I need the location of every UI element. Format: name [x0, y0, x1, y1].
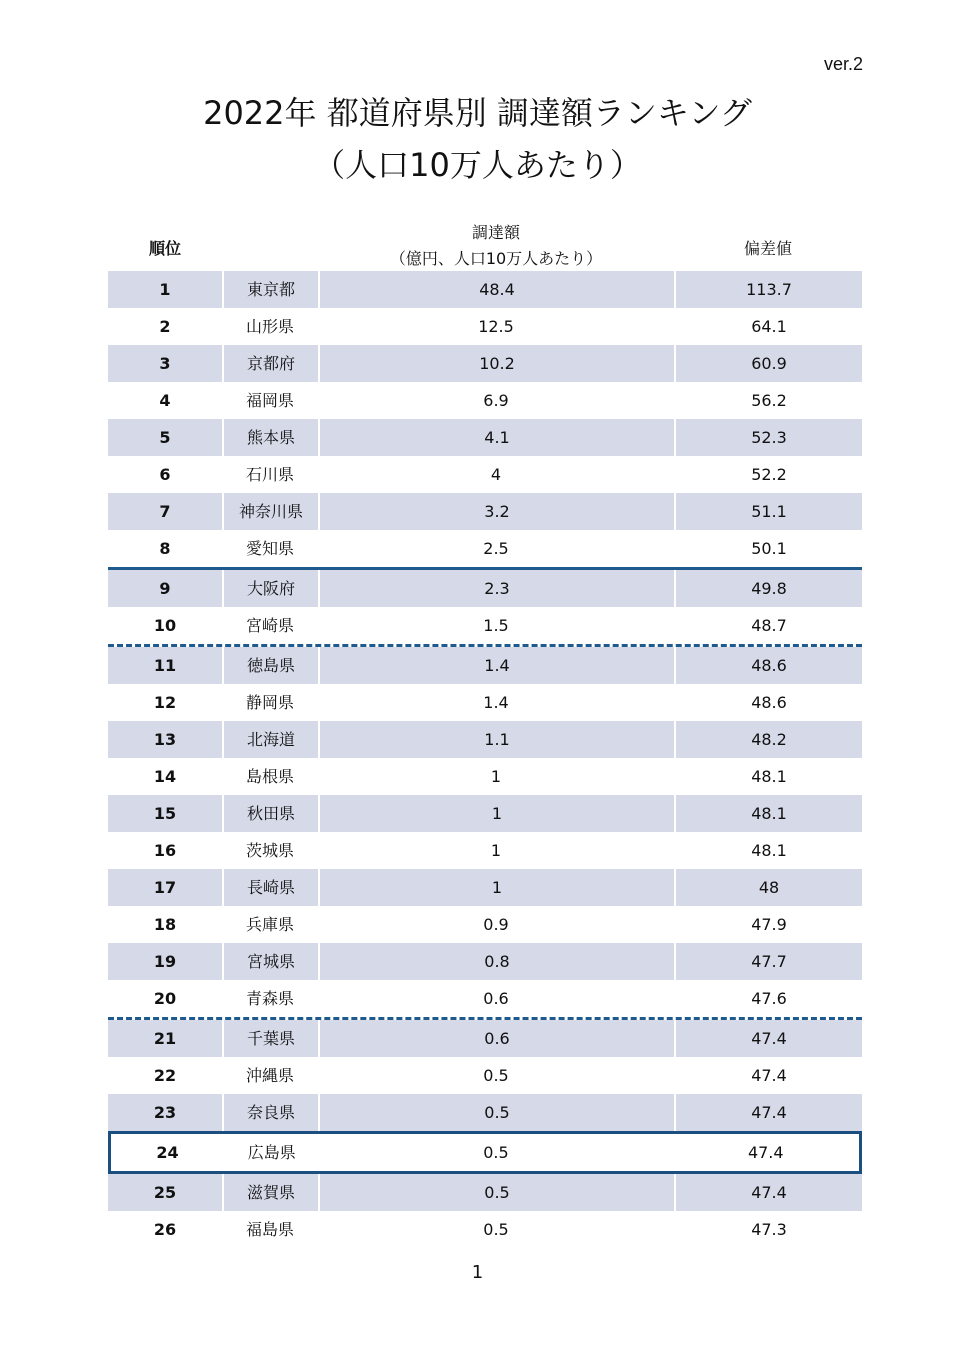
- deviation-cell: 47.4: [751, 1066, 787, 1085]
- deviation-cell: 47.7: [674, 943, 862, 980]
- page-subtitle: （人口10万人あたり）: [313, 146, 642, 184]
- table-row: [108, 345, 862, 382]
- prefecture-cell: 石川県: [245, 465, 294, 484]
- deviation-cell: 64.1: [751, 317, 787, 336]
- table-row: [108, 721, 862, 758]
- rank-cell: 7: [159, 502, 171, 521]
- page-title: 2022年 都道府県別 調達額ランキング: [203, 94, 752, 132]
- amount-cell: 0.5: [318, 1094, 674, 1131]
- table-row-highlighted: [108, 1131, 862, 1174]
- amount-cell: 4.1: [318, 419, 674, 456]
- rank-cell: 16: [153, 841, 177, 860]
- amount-cell: 0.6: [483, 989, 509, 1008]
- rank-cell: 1: [159, 280, 171, 299]
- deviation-cell: 52.2: [751, 465, 787, 484]
- amount-cell: 1: [490, 767, 502, 786]
- amount-cell: 1: [318, 795, 674, 832]
- amount-cell: 0.5: [483, 1220, 509, 1239]
- amount-cell: 1.1: [318, 721, 674, 758]
- amount-cell: 1.4: [483, 693, 509, 712]
- amount-cell: 48.4: [318, 271, 674, 308]
- amount-cell: 6.9: [483, 391, 509, 410]
- rank-cell: 15: [153, 804, 177, 823]
- deviation-cell: 47.4: [674, 1094, 862, 1131]
- header-rank: 順位: [148, 239, 181, 258]
- deviation-cell: 52.3: [674, 419, 862, 456]
- rank-cell: 10: [153, 616, 177, 635]
- version-label: ver.2: [823, 54, 863, 74]
- amount-cell: 10.2: [318, 345, 674, 382]
- deviation-cell: 48.2: [674, 721, 862, 758]
- deviation-cell: 50.1: [751, 539, 787, 558]
- prefecture-cell: 宮崎県: [245, 616, 294, 635]
- header-amount: [318, 220, 674, 272]
- rank-cell: 2: [159, 317, 171, 336]
- deviation-cell: 48.6: [674, 647, 862, 684]
- table-row: [108, 1057, 862, 1094]
- prefecture-cell: 静岡県: [245, 693, 294, 712]
- rank-cell: 4: [159, 391, 171, 410]
- prefecture-cell: 大阪府: [222, 570, 318, 607]
- table-header: [108, 216, 862, 268]
- table-row: [108, 980, 862, 1017]
- amount-cell: 0.5: [318, 1174, 674, 1211]
- rank-cell: 19: [153, 952, 177, 971]
- amount-cell: 1.4: [318, 647, 674, 684]
- rank-cell: 20: [153, 989, 177, 1008]
- prefecture-cell: 愛知県: [245, 539, 294, 558]
- prefecture-cell: 神奈川県: [222, 493, 318, 530]
- table-row: [108, 869, 862, 906]
- amount-cell: 1.5: [483, 616, 509, 635]
- prefecture-cell: 千葉県: [222, 1020, 318, 1057]
- table-row: [108, 308, 862, 345]
- deviation-cell: 51.1: [674, 493, 862, 530]
- rank-cell: 23: [153, 1103, 177, 1122]
- rank-cell: 18: [153, 915, 177, 934]
- prefecture-cell: 滋賀県: [222, 1174, 318, 1211]
- table-row: [108, 832, 862, 869]
- prefecture-cell: 宮城県: [222, 943, 318, 980]
- amount-cell: 0.5: [483, 1066, 509, 1085]
- table-row: [108, 943, 862, 980]
- deviation-cell: 47.4: [674, 1020, 862, 1057]
- prefecture-cell: 北海道: [222, 721, 318, 758]
- deviation-cell: 48.1: [751, 841, 787, 860]
- rank-cell: 22: [153, 1066, 177, 1085]
- table-row: [108, 530, 862, 567]
- amount-cell: 0.5: [483, 1143, 509, 1162]
- rank-cell: 13: [153, 730, 177, 749]
- prefecture-cell: 秋田県: [222, 795, 318, 832]
- ranking-table: [108, 271, 862, 1248]
- table-row: [108, 1094, 862, 1131]
- prefecture-cell: 福島県: [245, 1220, 294, 1239]
- amount-cell: 3.2: [318, 493, 674, 530]
- prefecture-cell: 青森県: [245, 989, 294, 1008]
- deviation-cell: 48.1: [751, 767, 787, 786]
- prefecture-cell: 広島県: [247, 1143, 296, 1162]
- table-row: [108, 758, 862, 795]
- table-row: [108, 493, 862, 530]
- rank-cell: 9: [159, 579, 171, 598]
- rank-cell: 26: [153, 1220, 177, 1239]
- amount-cell: 2.5: [483, 539, 509, 558]
- rank-cell: 8: [159, 539, 171, 558]
- deviation-cell: 47.9: [751, 915, 787, 934]
- table-row: [108, 1020, 862, 1057]
- table-row: [108, 607, 862, 644]
- header-amount-title: 調達額: [471, 223, 520, 242]
- deviation-cell: 47.6: [751, 989, 787, 1008]
- prefecture-cell: 茨城県: [245, 841, 294, 860]
- prefecture-cell: 東京都: [222, 271, 318, 308]
- rank-cell: 6: [159, 465, 171, 484]
- deviation-cell: 113.7: [674, 271, 862, 308]
- prefecture-cell: 島根県: [245, 767, 294, 786]
- table-row: [108, 570, 862, 607]
- amount-cell: 2.3: [318, 570, 674, 607]
- prefecture-cell: 山形県: [245, 317, 294, 336]
- page-number: 1: [471, 1262, 484, 1283]
- amount-cell: 1: [490, 841, 502, 860]
- table-row: [108, 906, 862, 943]
- prefecture-cell: 長崎県: [222, 869, 318, 906]
- table-row: [108, 1174, 862, 1211]
- rank-cell: 11: [153, 656, 177, 675]
- prefecture-cell: 沖縄県: [245, 1066, 294, 1085]
- deviation-cell: 47.4: [674, 1174, 862, 1211]
- rank-cell: 3: [159, 354, 171, 373]
- rank-cell: 21: [153, 1029, 177, 1048]
- table-row: [108, 647, 862, 684]
- deviation-cell: 48.7: [751, 616, 787, 635]
- prefecture-cell: 奈良県: [222, 1094, 318, 1131]
- amount-cell: 4: [490, 465, 502, 484]
- prefecture-cell: 福岡県: [245, 391, 294, 410]
- prefecture-cell: 熊本県: [222, 419, 318, 456]
- deviation-cell: 60.9: [674, 345, 862, 382]
- header-amount-unit: （億円、人口10万人あたり）: [389, 249, 603, 268]
- amount-cell: 0.8: [318, 943, 674, 980]
- table-row: [108, 419, 862, 456]
- rank-cell: 25: [153, 1183, 177, 1202]
- header-deviation: 偏差値: [743, 239, 792, 258]
- amount-cell: 0.6: [318, 1020, 674, 1057]
- table-row: [108, 382, 862, 419]
- table-row: [108, 1211, 862, 1248]
- deviation-cell: 48.6: [751, 693, 787, 712]
- amount-cell: 0.9: [483, 915, 509, 934]
- deviation-cell: 48.1: [674, 795, 862, 832]
- rank-cell: 17: [153, 878, 177, 897]
- deviation-cell: 56.2: [751, 391, 787, 410]
- amount-cell: 12.5: [478, 317, 514, 336]
- rank-cell: 12: [153, 693, 177, 712]
- deviation-cell: 49.8: [674, 570, 862, 607]
- rank-cell: 14: [153, 767, 177, 786]
- prefecture-cell: 徳島県: [222, 647, 318, 684]
- deviation-cell: 47.4: [747, 1143, 784, 1162]
- table-row: [108, 795, 862, 832]
- table-row: [108, 456, 862, 493]
- table-row: [108, 271, 862, 308]
- table-row: [108, 684, 862, 721]
- rank-cell: 5: [159, 428, 171, 447]
- prefecture-cell: 京都府: [222, 345, 318, 382]
- deviation-cell: 48: [674, 869, 862, 906]
- amount-cell: 1: [318, 869, 674, 906]
- prefecture-cell: 兵庫県: [245, 915, 294, 934]
- rank-cell: 24: [156, 1143, 179, 1162]
- deviation-cell: 47.3: [751, 1220, 787, 1239]
